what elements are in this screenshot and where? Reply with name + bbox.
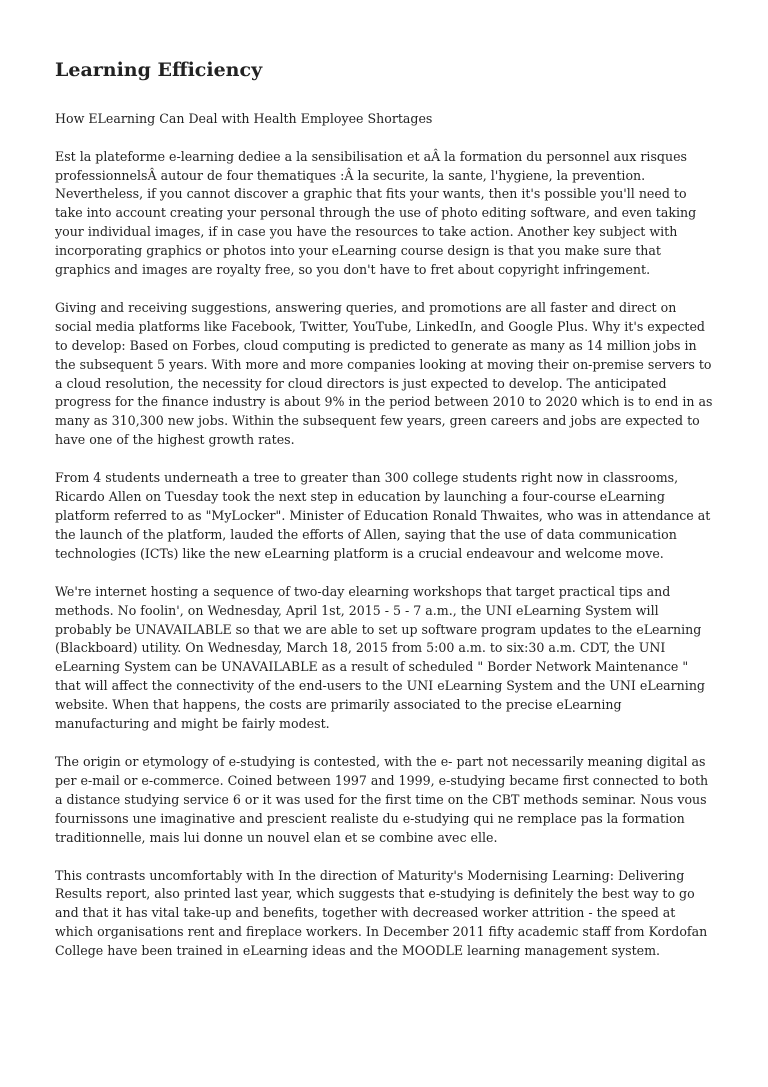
body-paragraph: Est la plateforme e-learning dediee a la sensibilisation et aÂ la formation du personnel aux risques professionnelsÂ autour de four thematiques :Â la securite, la sante, l'hygiene, la prevention. Nevertheless, if you cannot discover a graphic that fits your wants, then it's possible you'll need to take into account creating your personal through the use of photo editing software, and even taking your individual images, if in case you have the resources to take action. Another key subject with incorporating graphics or photos into your eLearning course design is that you make sure that graphics and images are royalty free, so you don't have to fret about copyright infringement. (55, 148, 697, 278)
body-paragraph: From 4 students underneath a tree to greater than 300 college students right now in classrooms, Ricardo Allen on Tuesday took the next step in education by launching a four-course eLearning platform referred to as "MyLocker". Minister of Education Ronald Thwaites, who was in attendance at the launch of the platform, lauded the efforts of Allen, saying that the use of data communication technologies (ICTs) like the new eLearning platform is a crucial endeavour and welcome move. (55, 470, 711, 561)
body-paragraph: This contrasts uncomfortably with In the direction of Maturity's Modernising Learning: Delivering Results report, also printed last year, which suggests that e-studying is definitely the best way to go and that it has vital take-up and benefits, together with decreased worker attrition - the speed at which organisations rent and fireplace workers. In December 2011 fifty academic staff from Kordofan College have been trained in eLearning ideas and the MOODLE learning management system. (55, 867, 708, 959)
document-body (55, 58, 715, 980)
body-paragraph: The origin or etymology of e-studying is contested, with the e- part not necessarily meaning digital as per e-mail or e-commerce. Coined between 1997 and 1999, e-studying became first connected to both a distance studying service 6 or it was used for the first time on the CBT methods seminar. Nous vous fournissons une imaginative and prescient realiste du e-studying qui ne remplace pas la formation traditionnelle, mais lui donne un nouvel elan et se combine avec elle. (55, 753, 709, 845)
document-title: Learning Efficiency (55, 59, 263, 81)
body-paragraph: We're internet hosting a sequence of two-day elearning workshops that target practical tips and methods. No foolin', on Wednesday, April 1st, 2015 - 5 - 7 a.m., the UNI eLearning System will probably be UNAVAILABLE so that we are able to set up software program updates to the eLearning (Blackboard) utility. On Wednesday, March 18, 2015 from 5:00 a.m. to six:30 a.m. CDT, the UNI eLearning System can be UNAVAILABLE as a result of scheduled " Border Network Maintenance " that will affect the connectivity of the end-users to the UNI eLearning System and the UNI eLearning website. When that happens, the costs are primarily associated to the precise eLearning manufacturing and might be fairly modest. (55, 583, 705, 732)
subtitle-paragraph: How ELearning Can Deal with Health Employee Shortages (55, 110, 433, 126)
body-paragraph: Giving and receiving suggestions, answering queries, and promotions are all faster and direct on social media platforms like Facebook, Twitter, YouTube, LinkedIn, and Google Plus. Why it's expected to develop: Based on Forbes, cloud computing is predicted to generate as many as 14 million jobs in the subsequent 5 years. With more and more companies looking at moving their on-premise servers to a cloud resolution, the necessity for cloud directors is just expected to develop. The anticipated progress for the finance industry is about 9% in the period between 2010 to 2020 which is to end in as many as 310,300 new jobs. Within the subsequent few years, green careers and jobs are expected to have one of the highest growth rates. (55, 299, 713, 448)
